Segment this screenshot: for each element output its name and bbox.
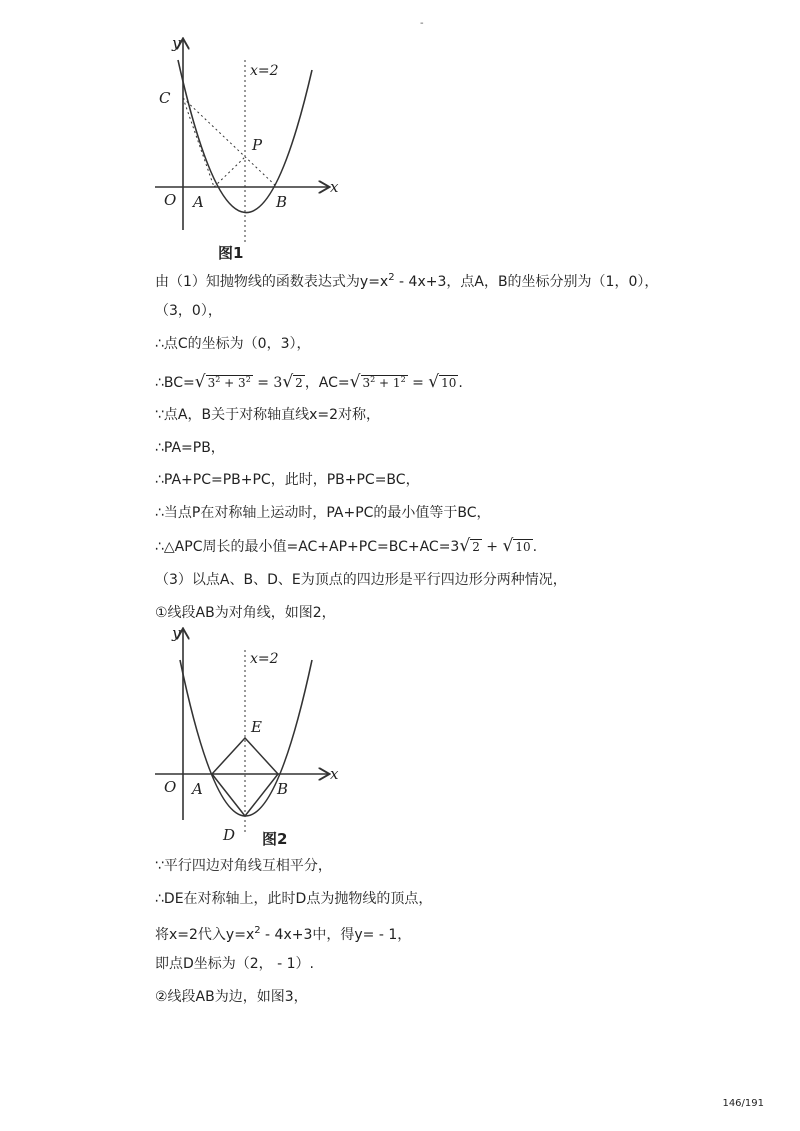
fig2-label-axis: x=2 [250, 651, 279, 667]
fig1-label-o: O [164, 191, 177, 209]
fig1-label-y: y [172, 34, 181, 52]
fig2-label-a: A [192, 780, 203, 798]
text-line-15: 即点D坐标为（2， - 1）. [155, 956, 314, 972]
text-line-5: ∵点A，B关于对称轴直线x=2对称， [155, 407, 381, 423]
text-line-4: ∴BC=√ $3^2 + 3^2 = 3√$ 2 ，AC=√ $3^2 + 1^2$ = √ 10 . [155, 372, 463, 392]
fig1-label-c: C [159, 89, 171, 107]
fig1-segment-ap [214, 157, 245, 187]
page-number: 146/191 [722, 1098, 764, 1109]
radical-bc: √ $3^2 + 3^2$ [194, 372, 251, 392]
radical-ac: √ $3^2 + 1^2$ [349, 372, 406, 392]
text-line-12: ∵平行四边对角线互相平分， [155, 858, 332, 874]
fig2-label-e: E [251, 718, 262, 736]
text-line-7: ∴PA+PC=PB+PC，此时，PB+PC=BC， [155, 472, 420, 488]
figure-2-caption: 图2 [262, 830, 288, 848]
text-line-14: 将x=2代入$y=x^2 - 4x+3$中，得y= - 1， [155, 925, 412, 943]
fig1-label-b: B [276, 193, 288, 211]
figure-1-caption: 图1 [218, 244, 244, 262]
fig1-segment-ca [183, 98, 214, 187]
fig2-label-y: y [172, 624, 181, 642]
top-mark: - [420, 18, 424, 29]
figure-1 [150, 30, 350, 265]
text-line-6: ∴PA=PB， [155, 440, 225, 456]
fig1-label-x: x [330, 178, 339, 196]
figure-2 [150, 620, 350, 855]
text-line-1: 由（1）知抛物线的函数表达式为$y=x^2 - 4x+3$，点A，B的坐标分别为（1，0）， [155, 272, 659, 290]
text-line-13: ∴DE在对称轴上，此时D点为抛物线的顶点， [155, 891, 433, 907]
radical-2: √ 2 [282, 372, 303, 392]
fig1-label-a: A [193, 193, 204, 211]
radical-10b: √ 10 [502, 536, 531, 556]
radical-2b: √ 2 [459, 536, 480, 556]
fig2-label-x: x [330, 765, 339, 783]
text-line-9: ∴△APC周长的最小值=AC+AP+PC=BC+AC=3√ 2 + √ 10 . [155, 536, 538, 556]
text-line-11: ①线段AB为对角线，如图2， [155, 605, 336, 621]
fig1-label-p: P [252, 136, 263, 154]
text-line-8: ∴当点P在对称轴上运动时，PA+PC的最小值等于BC， [155, 505, 491, 521]
fig1-segment-cb [183, 98, 277, 187]
text-line-16: ②线段AB为边，如图3， [155, 989, 308, 1005]
text-line-2: （3，0）， [155, 303, 222, 319]
fig2-label-o: O [164, 778, 177, 796]
fig2-label-d: D [223, 826, 236, 844]
text-line-10: （3）以点A、B、D、E为顶点的四边形是平行四边形分两种情况， [155, 572, 567, 588]
fig1-label-axis: x=2 [250, 63, 279, 79]
radical-10: √ 10 [428, 372, 457, 392]
fig2-label-b: B [277, 780, 289, 798]
text-line-3: ∴点C的坐标为（0，3）， [155, 336, 311, 352]
